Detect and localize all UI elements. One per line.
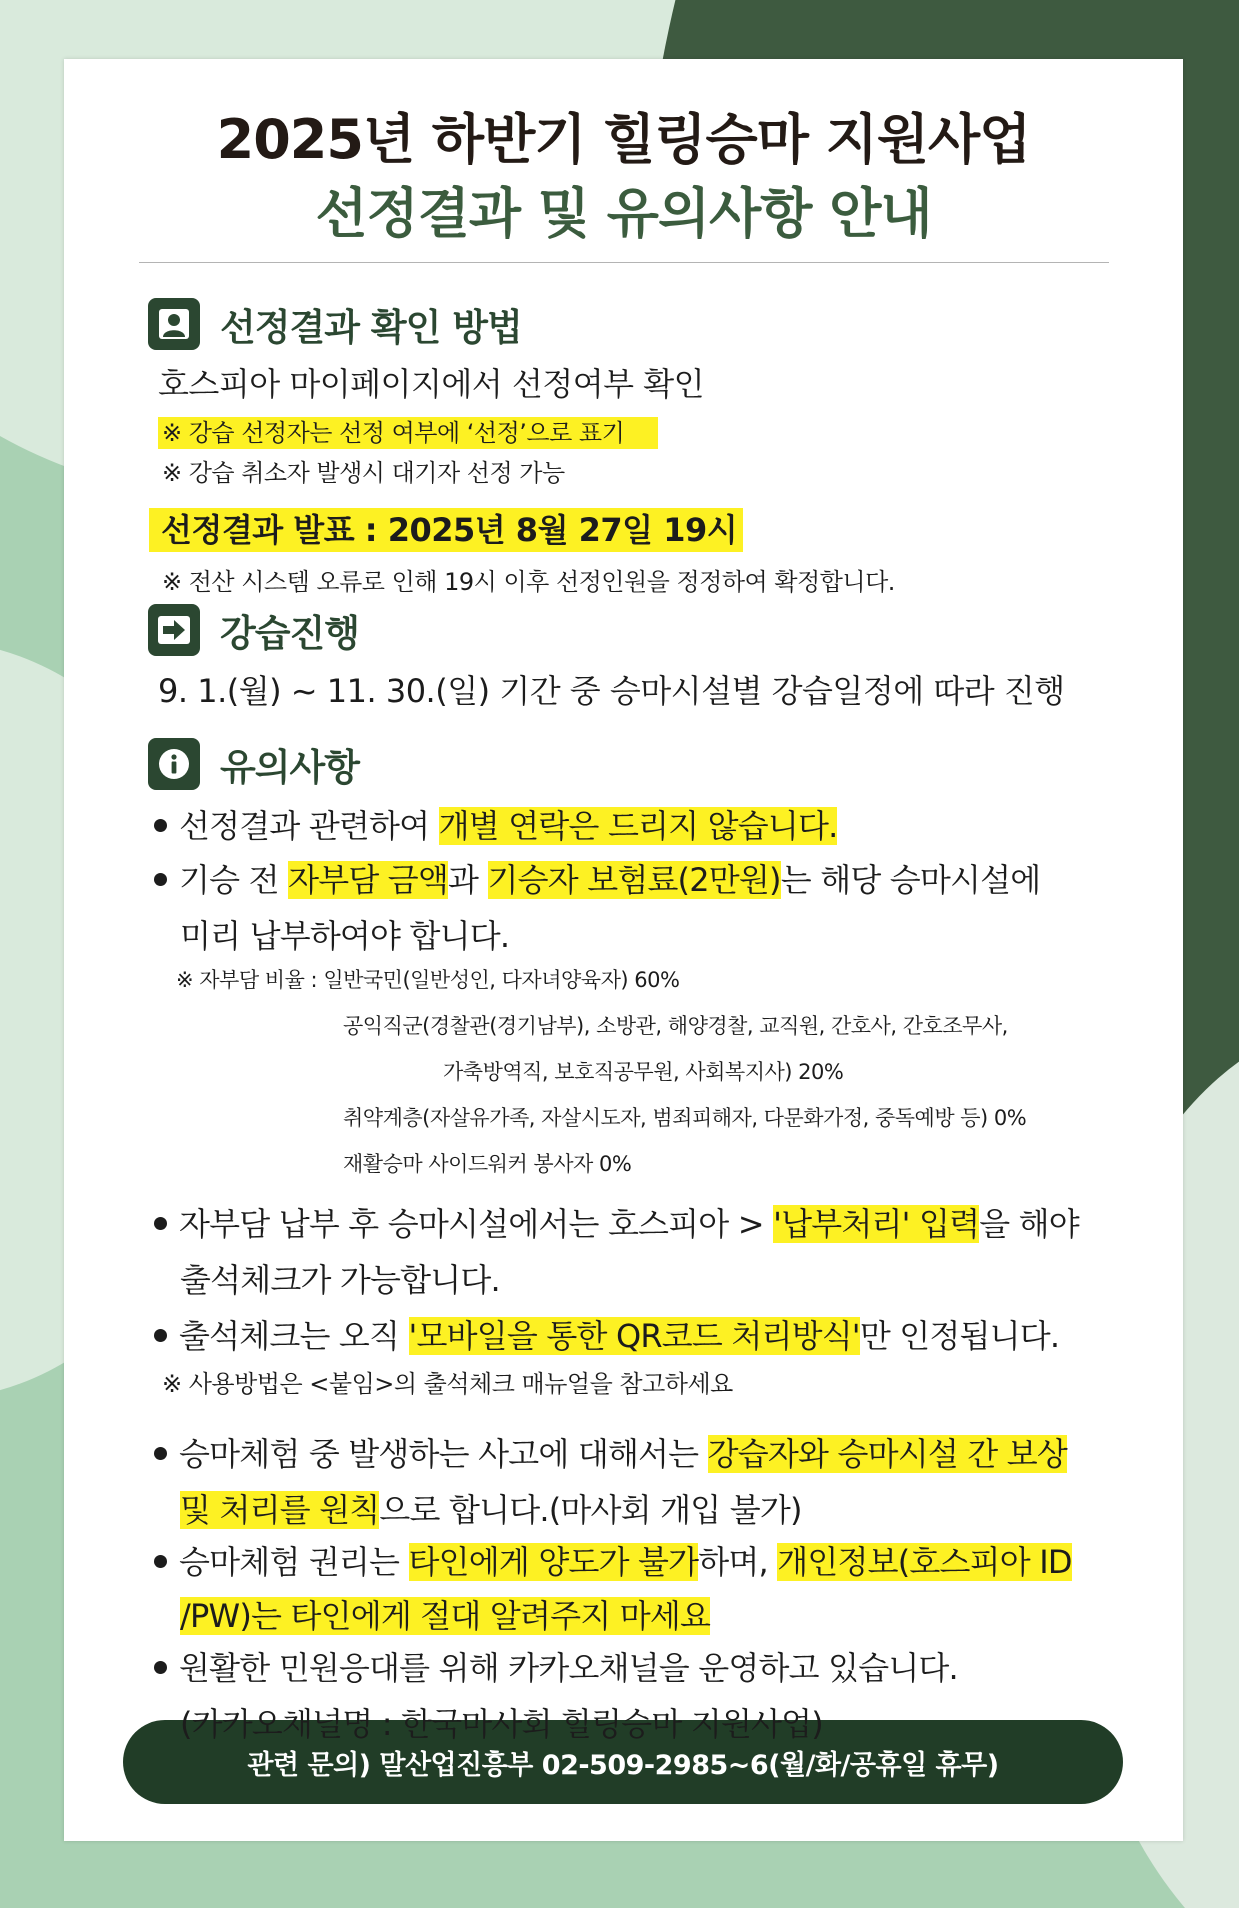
bullet-2-line2: 미리 납부하여야 합니다. [180,917,510,955]
title-divider [139,262,1109,263]
bullet-6-highlight-1: 타인에게 양도가 불가 [408,1543,699,1581]
notice-bullet-4 [154,1311,1059,1357]
notice-card [64,59,1183,1841]
announce-wrap [149,505,743,551]
bullet-5-text: 승마체험 중 발생하는 사고에 대해서는 [179,1435,708,1473]
arrow-right-icon [148,604,200,656]
bullet-6-highlight-3: /PW)는 타인에게 절대 알려주지 마세요 [180,1597,711,1635]
bullet-5-post: 으로 합니다.(마사회 개입 불가) [379,1491,802,1529]
bullet-2-mid: 과 [448,861,488,899]
user-icon [148,298,200,350]
selection-note-1-wrap [158,413,658,448]
selection-main-text: 호스피아 마이페이지에서 선정여부 확인 [158,365,705,403]
ratio-general: 일반국민(일반성인, 다자녀양육자) 60% [323,968,680,992]
section-selection-header [148,297,522,351]
selection-note-2: ※ 강습 취소자 발생시 대기자 선정 가능 [162,459,565,487]
progress-text: 9. 1.(월) ~ 11. 30.(일) 기간 중 승마시설별 강습일정에 따라 진행 [158,672,1065,710]
selection-note-3: ※ 전산 시스템 오류로 인해 19시 이후 선정인원을 정정하여 확정합니다. [162,568,895,596]
section-selection-title: 선정결과 확인 방법 [220,306,522,349]
notice-bullet-1 [154,801,837,847]
bullet-7-text: 원활한 민원응대를 위해 카카오채널을 운영하고 있습니다. [179,1649,958,1687]
bullet-6-highlight-2: 개인정보(호스피아 ID [777,1543,1072,1581]
bullet-dot [154,1447,167,1460]
bullet-7-line2: (카카오채널명 : 한국마사회 힐링승마 지원사업) [180,1705,823,1743]
bullet-1-highlight: 개별 연락은 드리지 않습니다. [438,807,838,845]
bullet-6-mid: 하며, [698,1543,778,1581]
bullet-4-post: 만 인정됩니다. [859,1317,1060,1355]
ratio-label: ※ 자부담 비율 : [176,968,324,992]
bullet-4-highlight: '모바일을 통한 QR코드 처리방식' [408,1317,860,1355]
notice-bullet-7 [154,1643,958,1689]
bullet-dot [154,873,167,886]
bullet-6-line2 [180,1591,710,1637]
bullet-5-line2 [180,1485,802,1531]
bullet-5-highlight-1: 강습자와 승마시설 간 보상 [707,1435,1068,1473]
notice-bullet-3 [154,1199,1079,1245]
contact-text: 관련 문의) 말산업진흥부 02-509-2985~6(월/화/공휴일 휴무) [247,1749,999,1781]
section-notice-title: 유의사항 [220,746,359,789]
ratio-public-b: 가축방역직, 보호직공무원, 사회복지사) 20% [443,1060,844,1084]
bullet-dot [154,819,167,832]
bullet-6-text: 승마체험 권리는 [179,1543,409,1581]
info-icon [148,738,200,790]
bullet-4-note: ※ 사용방법은 <붙임>의 출석체크 매뉴얼을 참고하세요 [162,1370,733,1398]
bullet-5-highlight-2: 및 처리를 원칙 [180,1491,380,1529]
bullet-2-highlight-2: 기승자 보험료(2만원) [487,861,781,899]
title-line1: 2025년 하반기 힐링승마 지원사업 [216,108,1031,171]
section-progress-title: 강습진행 [220,612,359,655]
bullet-dot [154,1329,167,1342]
bullet-1-text: 선정결과 관련하여 [179,807,439,845]
bullet-2-highlight-1: 자부담 금액 [288,861,449,899]
title-line2: 선정결과 및 유의사항 안내 [315,182,932,245]
bullet-dot [154,1217,167,1230]
notice-bullet-6 [154,1537,1072,1583]
announce-date: 선정결과 발표 : 2025년 8월 27일 19시 [149,508,743,552]
notice-bullet-2 [154,855,1040,901]
bullet-dot [154,1661,167,1674]
bullet-3-line2: 출석체크가 가능합니다. [180,1261,500,1299]
notice-bullet-5 [154,1429,1067,1475]
bullet-3-text: 자부담 납부 후 승마시설에서는 호스피아 > [179,1205,774,1243]
ratio-volunteer: 재활승마 사이드워커 봉사자 0% [343,1152,632,1176]
bullet-dot [154,1555,167,1568]
bullet-4-text: 출석체크는 오직 [179,1317,409,1355]
selection-note-1: ※ 강습 선정자는 선정 여부에 ‘선정’으로 표기 [158,417,658,449]
ratio-public-a: 공익직군(경찰관(경기남부), 소방관, 해양경찰, 교직원, 간호사, 간호조무사, [343,1014,1008,1038]
section-progress-header [148,603,359,657]
bullet-2-text: 기승 전 [179,861,289,899]
ratio-vulnerable: 취약계층(자살유가족, 자살시도자, 범죄피해자, 다문화가정, 중독예방 등) 0% [343,1106,1027,1130]
bullet-3-highlight: '납부처리' 입력 [773,1205,980,1243]
ratio-line-1 [176,964,679,994]
bullet-3-post: 을 해야 [979,1205,1079,1243]
section-notice-header [148,737,359,791]
bullet-2-post: 는 해당 승마시설에 [780,861,1041,899]
